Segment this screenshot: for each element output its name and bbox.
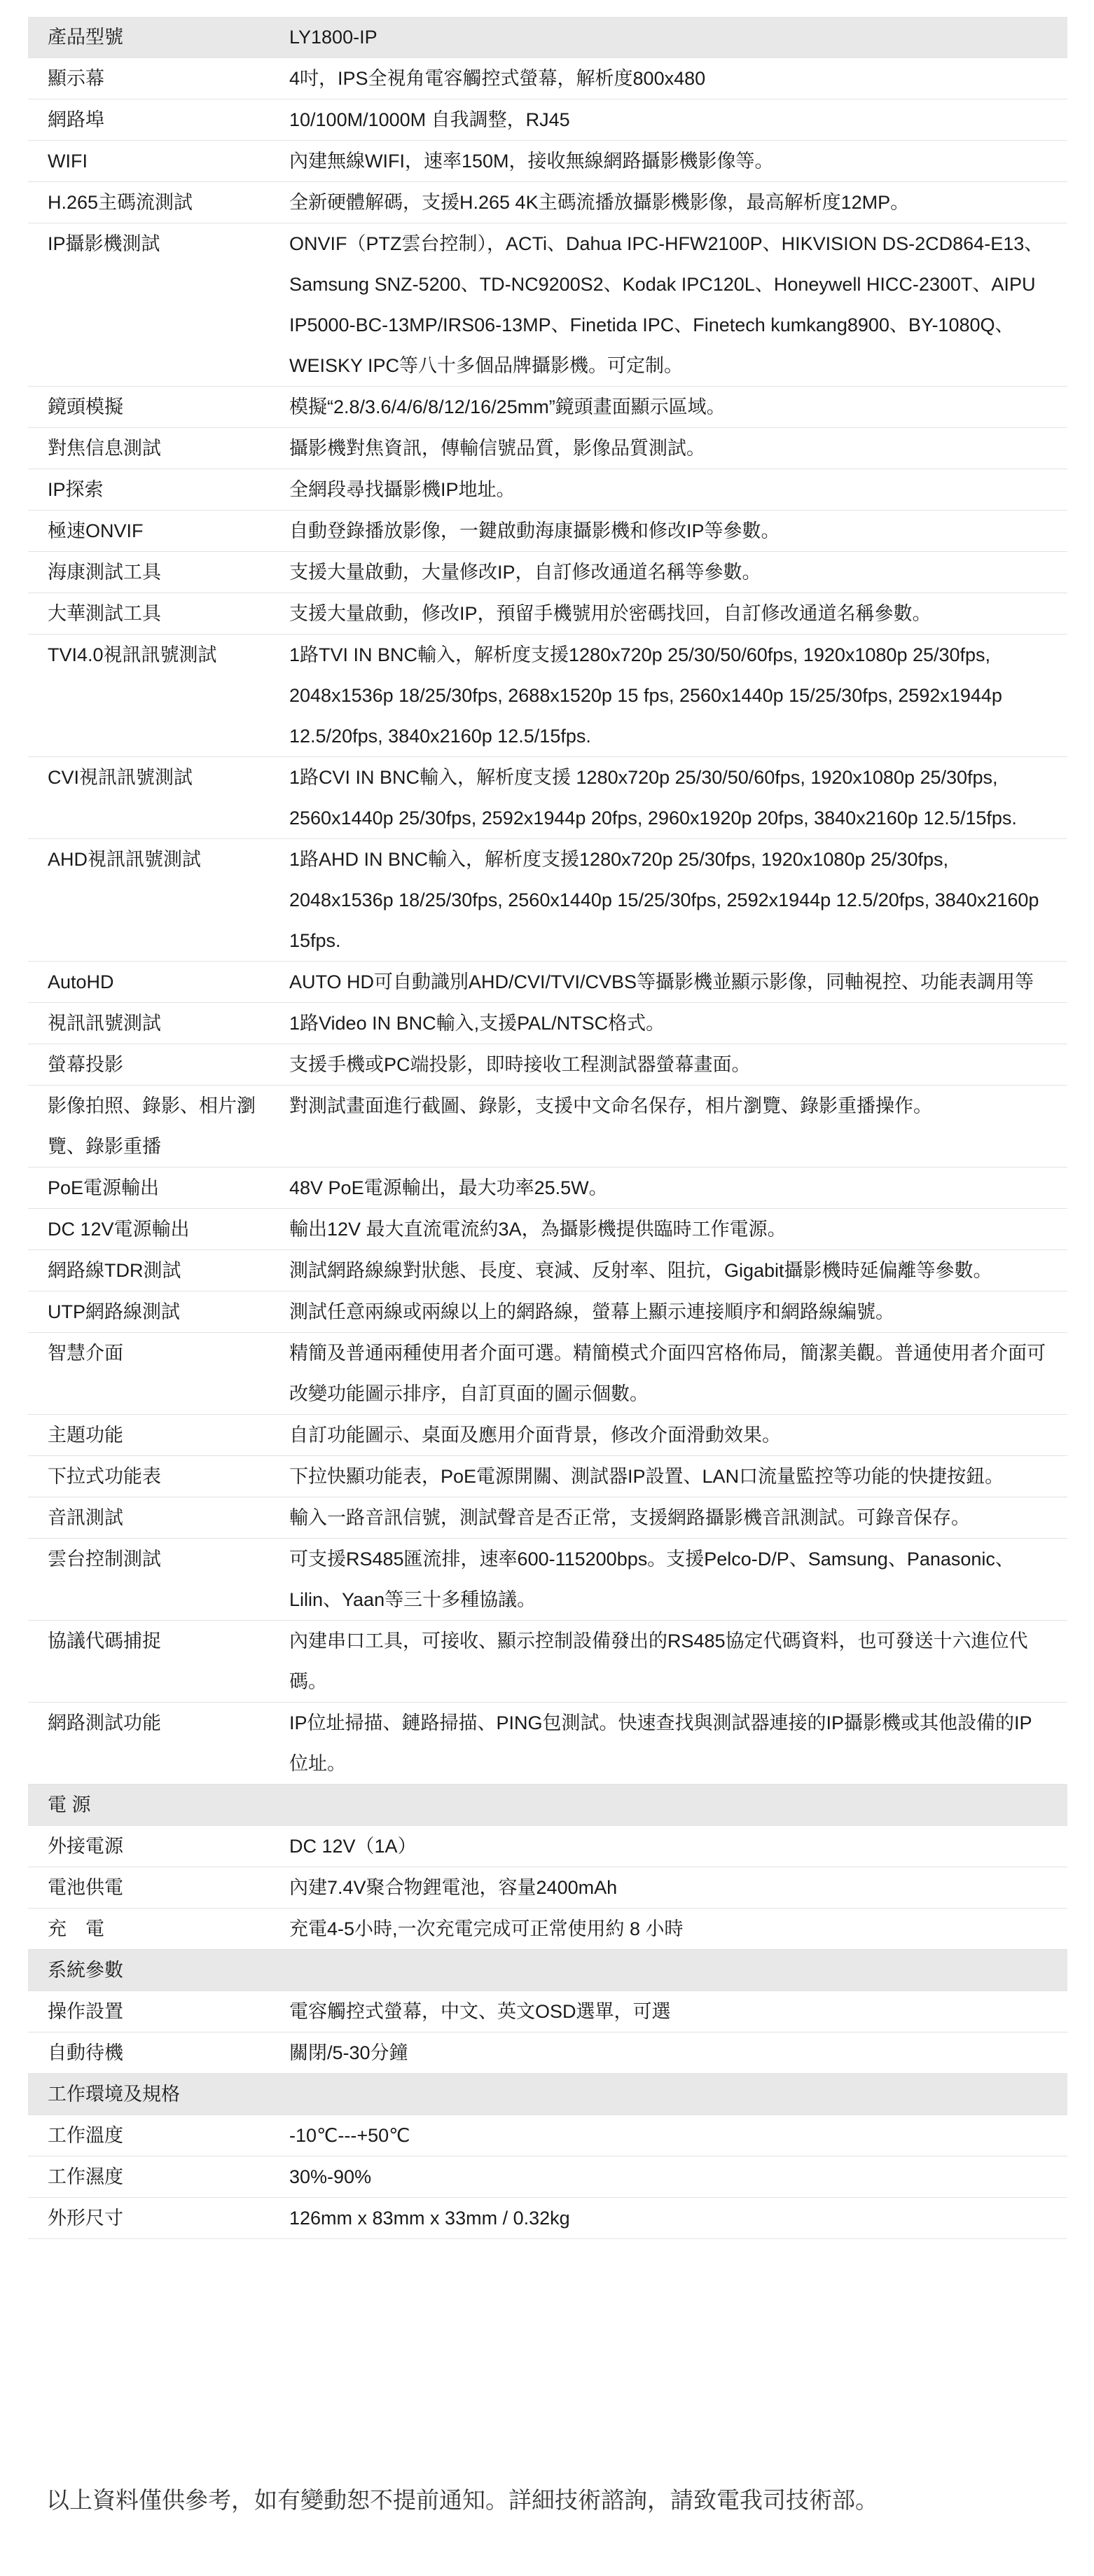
spec-value: 測試任意兩線或兩線以上的網路線，螢幕上顯示連接順序和網路線編號。 [277, 1292, 1067, 1333]
spec-value: 內建7.4V聚合物鋰電池，容量2400mAh [277, 1867, 1067, 1909]
section-value [277, 2074, 1067, 2115]
section-title: 電 源 [28, 1785, 277, 1826]
spec-label: TVI4.0視訊訊號測試 [28, 635, 277, 757]
spec-row [28, 1621, 1067, 1703]
spec-value: ONVIF（PTZ雲台控制），ACTi、Dahua IPC-HFW2100P、HIKVISION DS-2CD864-E13、Samsung SNZ-5200、TD-NC9200S2、Kodak IPC120L、Honeywell HICC-2300T、AIPU IP5000-BC-13MP/IRS06-13MP、Finetida IPC、Finetech kumkang8900、BY-1080Q、WEISKY IPC等八十多個品牌攝影機。可定制。 [277, 223, 1067, 387]
spec-table [28, 17, 1067, 2239]
spec-label: 海康測試工具 [28, 552, 277, 593]
spec-value: 1路TVI IN BNC輸入，解析度支援1280x720p 25/30/50/60fps, 1920x1080p 25/30fps, 2048x1536p 18/25/30fps, 2688x1520p 15 fps, 2560x1440p 15/25/30fps, 2592x1944p 12.5/20fps, 3840x2160p 12.5/15fps. [277, 635, 1067, 757]
spec-value: 1路AHD IN BNC輸入，解析度支援1280x720p 25/30fps, 1920x1080p 25/30fps, 2048x1536p 18/25/30fps, 2560x1440p 15/25/30fps, 2592x1944p 12.5/20fps, 3840x2160p 15fps. [277, 839, 1067, 962]
spec-label: 工作溫度 [28, 2115, 277, 2156]
spec-row [28, 635, 1067, 757]
spec-label: 雲台控制測試 [28, 1539, 277, 1621]
spec-label: 大華測試工具 [28, 593, 277, 635]
spec-value: 模擬“2.8/3.6/4/6/8/12/16/25mm”鏡頭畫面顯示區域。 [277, 387, 1067, 428]
spec-row [28, 1497, 1067, 1539]
spec-label: 音訊測試 [28, 1497, 277, 1539]
spec-row [28, 2198, 1067, 2239]
spec-row [28, 757, 1067, 839]
spec-value: 4吋，IPS全視角電容觸控式螢幕，解析度800x480 [277, 58, 1067, 99]
spec-label: 協議代碼捕捉 [28, 1621, 277, 1703]
spec-label: 充 電 [28, 1909, 277, 1950]
spec-value: 支援大量啟動，修改IP，預留手機號用於密碼找回，自訂修改通道名稱參數。 [277, 593, 1067, 635]
spec-row [28, 2033, 1067, 2074]
spec-label: 操作設置 [28, 1991, 277, 2033]
spec-value: -10℃---+50℃ [277, 2115, 1067, 2156]
spec-row [28, 593, 1067, 635]
spec-label: DC 12V電源輸出 [28, 1209, 277, 1250]
spec-label: 螢幕投影 [28, 1044, 277, 1086]
spec-value: 內建串口工具，可接收、顯示控制設備發出的RS485協定代碼資料，也可發送十六進位代碼。 [277, 1621, 1067, 1703]
spec-value: AUTO HD可自動識別AHD/CVI/TVI/CVBS等攝影機並顯示影像，同軸視控、功能表調用等 [277, 962, 1067, 1003]
spec-label: AutoHD [28, 962, 277, 1003]
spec-value: 測試網路線線對狀態、長度、衰減、反射率、阻抗，Gigabit攝影機時延偏離等參數。 [277, 1250, 1067, 1292]
spec-label: CVI視訊訊號測試 [28, 757, 277, 839]
spec-row [28, 428, 1067, 469]
spec-row [28, 552, 1067, 593]
spec-value: DC 12V（1A） [277, 1826, 1067, 1867]
spec-label: H.265主碼流測試 [28, 182, 277, 223]
spec-label: 智慧介面 [28, 1333, 277, 1415]
spec-row [28, 2156, 1067, 2198]
spec-row [28, 141, 1067, 182]
spec-row [28, 511, 1067, 552]
spec-label: 視訊訊號測試 [28, 1003, 277, 1044]
spec-value: 輸出12V 最大直流電流約3A，為攝影機提供臨時工作電源。 [277, 1209, 1067, 1250]
spec-label: 外形尺寸 [28, 2198, 277, 2239]
spec-row [28, 1333, 1067, 1415]
section-value [277, 1950, 1067, 1991]
spec-value: 全網段尋找攝影機IP地址。 [277, 469, 1067, 511]
spec-row [28, 1539, 1067, 1621]
spec-label: 自動待機 [28, 2033, 277, 2074]
spec-value: LY1800-IP [277, 17, 1067, 58]
spec-label: PoE電源輸出 [28, 1168, 277, 1209]
spec-row [28, 58, 1067, 99]
spec-value: 1路CVI IN BNC輸入，解析度支援 1280x720p 25/30/50/60fps, 1920x1080p 25/30fps, 2560x1440p 25/30fps, 2592x1944p 20fps, 2960x1920p 20fps, 3840x2160p 12.5/15fps. [277, 757, 1067, 839]
spec-label: 鏡頭模擬 [28, 387, 277, 428]
spec-row [28, 1909, 1067, 1950]
spec-label: 工作濕度 [28, 2156, 277, 2198]
spec-value: 對測試畫面進行截圖、錄影，支援中文命名保存，相片瀏覽、錄影重播操作。 [277, 1086, 1067, 1168]
spec-value: 電容觸控式螢幕，中文、英文OSD選單，可選 [277, 1991, 1067, 2033]
spec-value: 支援手機或PC端投影，即時接收工程測試器螢幕畫面。 [277, 1044, 1067, 1086]
section-title: 工作環境及規格 [28, 2074, 277, 2115]
spec-label: 網路埠 [28, 99, 277, 141]
spec-label: 對焦信息測試 [28, 428, 277, 469]
spec-label: 下拉式功能表 [28, 1456, 277, 1497]
spec-row [28, 1703, 1067, 1785]
spec-label: 顯示幕 [28, 58, 277, 99]
spec-value: 可支援RS485匯流排，速率600-115200bps。支援Pelco-D/P、Samsung、Panasonic、Lilin、Yaan等三十多種協議。 [277, 1539, 1067, 1621]
spec-label: 電池供電 [28, 1867, 277, 1909]
spec-row [28, 99, 1067, 141]
spec-label: 主題功能 [28, 1415, 277, 1456]
spec-value: 126mm x 83mm x 33mm / 0.32kg [277, 2198, 1067, 2239]
spec-table-container [28, 17, 1067, 2239]
spec-value: 充電4-5小時,一次充電完成可正常使用約 8 小時 [277, 1909, 1067, 1950]
spec-row [28, 182, 1067, 223]
spec-label: IP探索 [28, 469, 277, 511]
spec-row [28, 223, 1067, 387]
spec-row [28, 962, 1067, 1003]
spec-label: 外接電源 [28, 1826, 277, 1867]
spec-value: 48V PoE電源輸出，最大功率25.5W。 [277, 1168, 1067, 1209]
spec-value: 全新硬體解碼，支援H.265 4K主碼流播放攝影機影像，最高解析度12MP。 [277, 182, 1067, 223]
spec-row [28, 1415, 1067, 1456]
spec-label: 極速ONVIF [28, 511, 277, 552]
spec-label: WIFI [28, 141, 277, 182]
spec-value: 10/100M/1000M 自我調整，RJ45 [277, 99, 1067, 141]
spec-label: 網路測試功能 [28, 1703, 277, 1785]
spec-row [28, 1867, 1067, 1909]
spec-label: 產品型號 [28, 17, 277, 58]
spec-row [28, 1168, 1067, 1209]
spec-label: 網路線TDR測試 [28, 1250, 277, 1292]
spec-label: UTP網路線測試 [28, 1292, 277, 1333]
section-header-row [28, 1950, 1067, 1991]
spec-row [28, 839, 1067, 962]
spec-row [28, 1991, 1067, 2033]
spec-value: 內建無線WIFI，速率150M，接收無線網路攝影機影像等。 [277, 141, 1067, 182]
spec-value: 30%-90% [277, 2156, 1067, 2198]
spec-row [28, 1086, 1067, 1168]
spec-value: 關閉/5-30分鐘 [277, 2033, 1067, 2074]
spec-value: 攝影機對焦資訊，傳輸信號品質，影像品質測試。 [277, 428, 1067, 469]
spec-row [28, 1826, 1067, 1867]
section-header-row [28, 1785, 1067, 1826]
spec-value: 1路Video IN BNC輸入,支援PAL/NTSC格式。 [277, 1003, 1067, 1044]
spec-value: 輸入一路音訊信號，測試聲音是否正常，支援網路攝影機音訊測試。可錄音保存。 [277, 1497, 1067, 1539]
spec-value: 自訂功能圖示、桌面及應用介面背景，修改介面滑動效果。 [277, 1415, 1067, 1456]
spec-value: IP位址掃描、鏈路掃描、PING包測試。快速查找與測試器連接的IP攝影機或其他設備的IP位址。 [277, 1703, 1067, 1785]
spec-label: 影像拍照、錄影、相片瀏覽、錄影重播 [28, 1086, 277, 1168]
spec-row [28, 1044, 1067, 1086]
spec-value: 支援大量啟動，大量修改IP，自訂修改通道名稱等參數。 [277, 552, 1067, 593]
section-value [277, 1785, 1067, 1826]
section-header-row [28, 2074, 1067, 2115]
section-title: 系統參數 [28, 1950, 277, 1991]
spec-row [28, 469, 1067, 511]
spec-value: 精簡及普通兩種使用者介面可選。精簡模式介面四宮格佈局，簡潔美觀。普通使用者介面可改變功能圖示排序，自訂頁面的圖示個數。 [277, 1333, 1067, 1415]
spec-row [28, 1250, 1067, 1292]
spec-row [28, 2115, 1067, 2156]
spec-row [28, 1292, 1067, 1333]
spec-label: AHD視訊訊號測試 [28, 839, 277, 962]
spec-row [28, 17, 1067, 58]
spec-row [28, 1003, 1067, 1044]
spec-value: 自動登錄播放影像，一鍵啟動海康攝影機和修改IP等參數。 [277, 511, 1067, 552]
spec-row [28, 1209, 1067, 1250]
spec-label: IP攝影機測試 [28, 223, 277, 387]
spec-row [28, 1456, 1067, 1497]
footer-note: 以上資料僅供參考，如有變動恕不提前通知。詳細技術諮詢，請致電我司技術部。 [46, 2487, 878, 2513]
spec-row [28, 387, 1067, 428]
spec-value: 下拉快顯功能表，PoE電源開關、測試器IP設置、LAN口流量監控等功能的快捷按鈕。 [277, 1456, 1067, 1497]
